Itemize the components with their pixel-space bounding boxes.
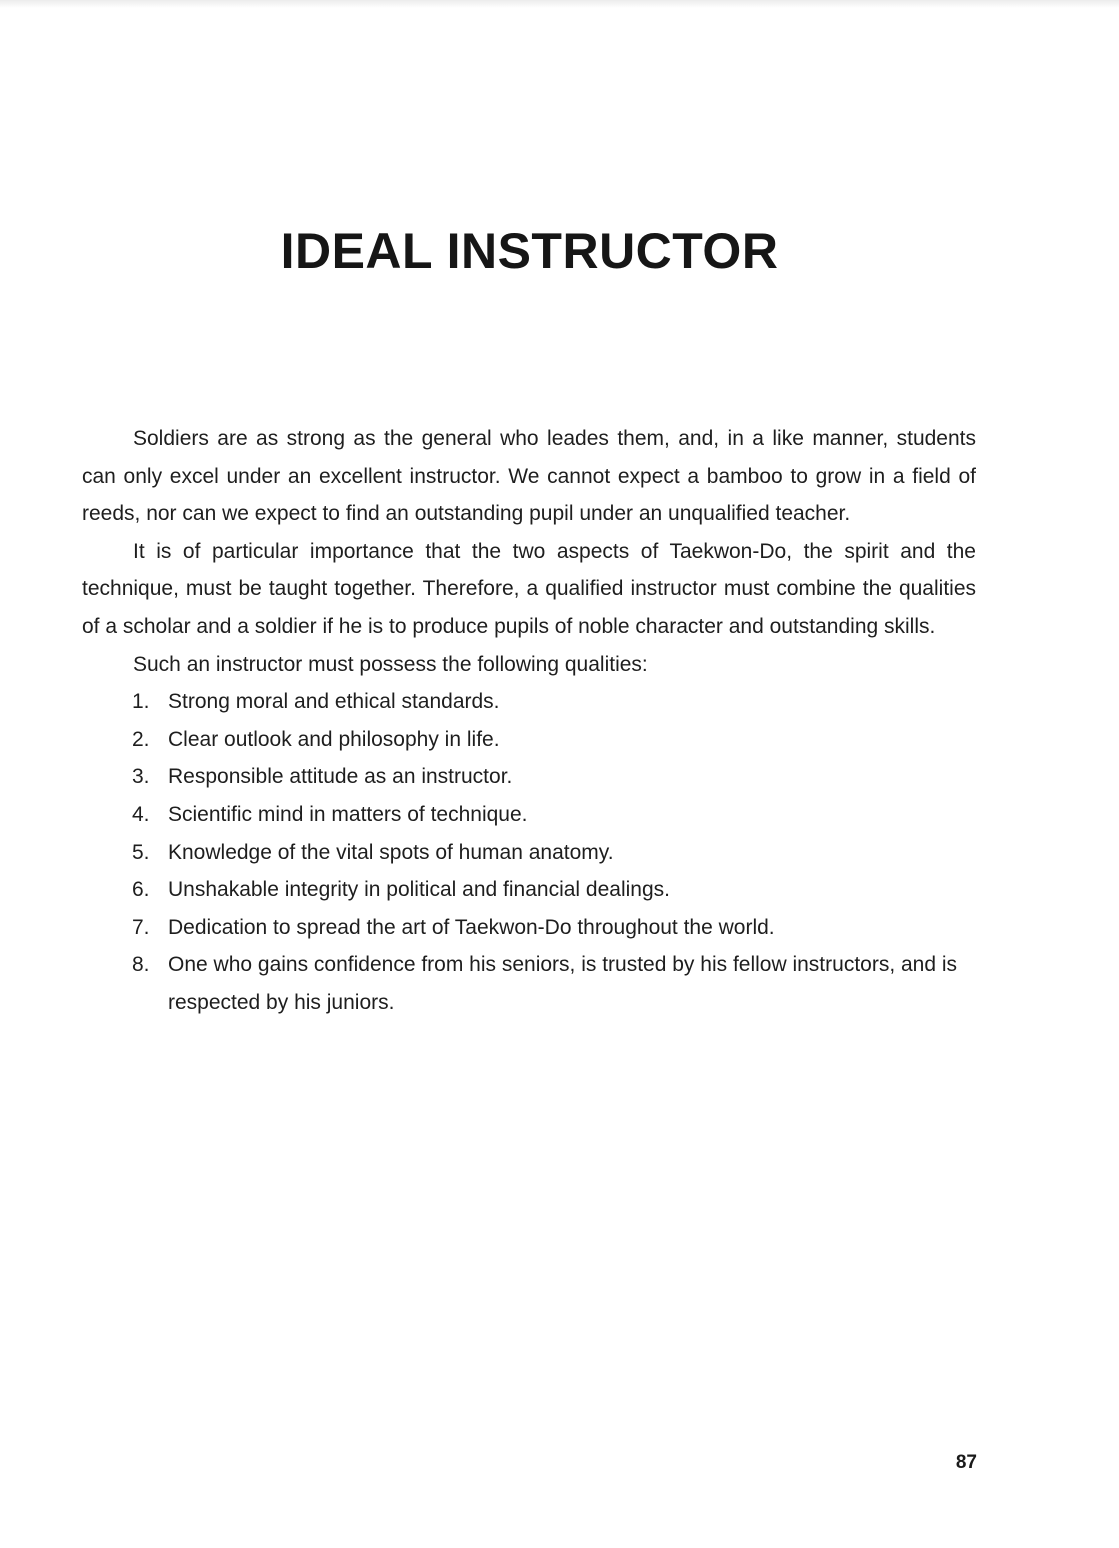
list-item	[132, 683, 976, 721]
page-title: IDEAL INSTRUCTOR	[280, 223, 779, 279]
scan-top-edge	[0, 0, 1119, 8]
list-item	[132, 834, 976, 872]
list-item-number: 1.	[132, 690, 150, 714]
qualities-list	[82, 683, 976, 1021]
list-item-text: Knowledge of the vital spots of human anatomy.	[168, 840, 614, 864]
list-item-text: One who gains confidence from his seniors, is trusted by his fellow instructors, and is respected by his juniors.	[168, 953, 958, 1014]
list-item-number: 2.	[132, 727, 150, 751]
list-item-number: 8.	[132, 953, 150, 977]
page-number: 87	[955, 1452, 977, 1473]
list-item-number: 4.	[132, 802, 150, 826]
list-item-number: 5.	[132, 840, 150, 864]
list-item-text: Scientific mind in matters of technique.	[168, 802, 528, 826]
list-item	[132, 721, 976, 759]
list-item-text: Dedication to spread the art of Taekwon-Do throughout the world.	[168, 915, 775, 939]
list-item	[132, 796, 976, 834]
list-item-number: 6.	[132, 878, 150, 902]
list-item	[132, 946, 976, 1021]
list-item-text: Clear outlook and philosophy in life.	[168, 727, 500, 751]
list-item-text: Responsible attitude as an instructor.	[168, 765, 513, 789]
list-intro: Such an instructor must possess the following qualities:	[133, 652, 648, 676]
list-item-number: 7.	[132, 915, 150, 939]
paragraph: Soldiers are as strong as the general who leades them, and, in a like manner, students can only excel under an excellent instructor. We cannot expect a bamboo to grow in a field of reeds, nor can we expect to find an outstanding pupil under an unqualified teacher.	[82, 427, 976, 526]
list-item-number: 3.	[132, 765, 150, 789]
body-text	[82, 420, 976, 1022]
list-item	[132, 758, 976, 796]
list-item	[132, 871, 976, 909]
list-item-text: Strong moral and ethical standards.	[168, 690, 500, 714]
list-item-text: Unshakable integrity in political and financial dealings.	[168, 878, 670, 902]
paragraph: It is of particular importance that the two aspects of Taekwon-Do, the spirit and the technique, must be taught together. Therefore, a qualified instructor must combine the qualities of a scholar and a soldier if he is to produce pupils of noble character and outstanding skills.	[82, 539, 976, 638]
list-item	[132, 909, 976, 947]
